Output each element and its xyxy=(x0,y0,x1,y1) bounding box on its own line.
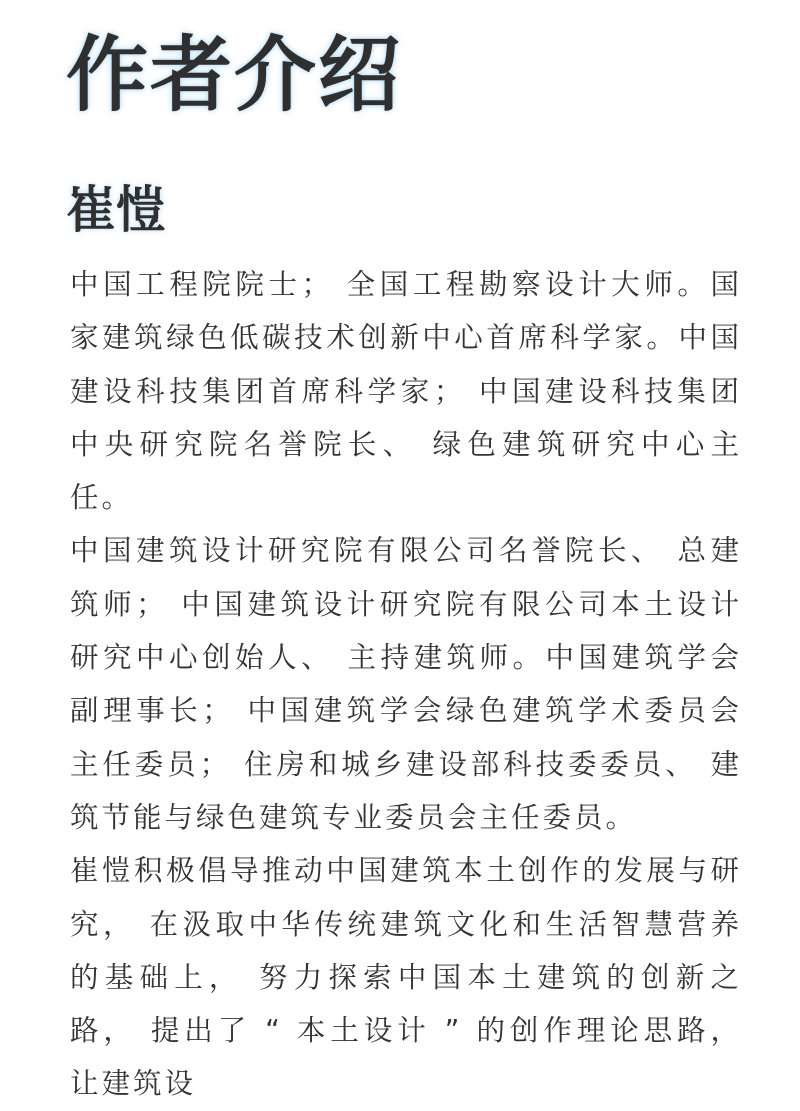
author-bio xyxy=(70,258,742,1111)
page-title: 作者介绍 xyxy=(66,28,403,123)
author-name: 崔愷 xyxy=(66,181,166,239)
bio-paragraph-philosophy: 崔愷积极倡导推动中国建筑本土创作的发展与研究， 在汲取中华传统建筑文化和生活智慧营养的基础上， 努力探索中国本土建筑的创新之路， 提出了 “ 本土设计 ” 的创作理论思路， 让建筑设 xyxy=(70,854,742,1101)
bio-paragraph-positions: 中国建筑设计研究院有限公司名誉院长、 总建筑师； 中国建筑设计研究院有限公司本土设计研究中心创始人、 主持建筑师。中国建筑学会副理事长； 中国建筑学会绿色建筑学术委员会主任委员； 住房和城乡建设部科技委委员、 建筑节能与绿色建筑专业委员会主任委员。 xyxy=(70,534,742,834)
bio-paragraph-titles: 中国工程院院士； 全国工程勘察设计大师。国家建筑绿色低碳技术创新中心首席科学家。中国建设科技集团首席科学家； 中国建设科技集团中央研究院名誉院长、 绿色建筑研究中心主任。 xyxy=(70,268,742,515)
